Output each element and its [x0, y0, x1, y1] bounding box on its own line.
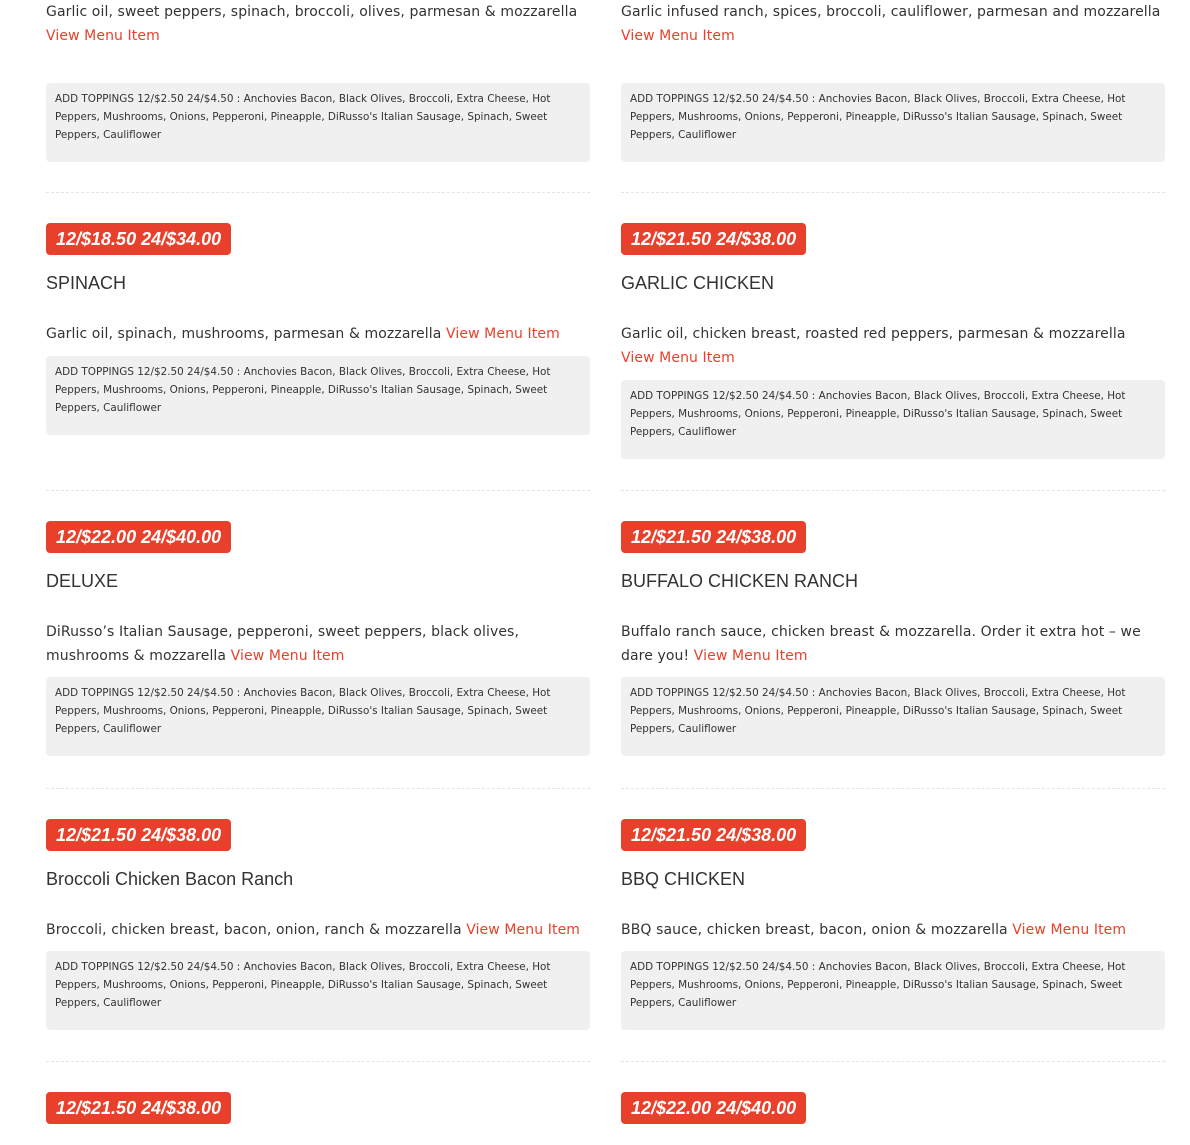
item-divider — [621, 192, 1165, 193]
add-toppings-box: ADD TOPPINGS 12/$2.50 24/$4.50 : Anchovies Bacon, Black Olives, Broccoli, Extra Cheese, Hot Peppers, Mushrooms, Onions, Pepperoni, Pineapple, DiRusso's Italian Sausage, Spinach, Sweet Peppers, Cauliflower — [621, 677, 1165, 756]
price-badge: 12/$21.50 24/$38.00 — [46, 1092, 231, 1124]
item-divider — [621, 490, 1165, 491]
price-badge: 12/$22.00 24/$40.00 — [46, 521, 231, 553]
description-text: Garlic infused ranch, spices, broccoli, cauliflower, parmesan and mozzarella — [621, 4, 1161, 20]
add-toppings-box: ADD TOPPINGS 12/$2.50 24/$4.50 : Anchovies Bacon, Black Olives, Broccoli, Extra Cheese, Hot Peppers, Mushrooms, Onions, Pepperoni, Pineapple, DiRusso's Italian Sausage, Spinach, Sweet Peppers, Cauliflower — [621, 380, 1165, 459]
description-text: Garlic oil, spinach, mushrooms, parmesan & mozzarella — [46, 326, 442, 342]
item-divider — [46, 192, 590, 193]
item-name: GARLIC CHICKEN — [621, 273, 775, 293]
item-description — [46, 0, 586, 48]
view-menu-item-link[interactable]: View Menu Item — [46, 28, 160, 44]
item-description — [46, 918, 586, 942]
item-divider — [46, 788, 590, 789]
add-toppings-box: ADD TOPPINGS 12/$2.50 24/$4.50 : Anchovies Bacon, Black Olives, Broccoli, Extra Cheese, Hot Peppers, Mushrooms, Onions, Pepperoni, Pineapple, DiRusso's Italian Sausage, Spinach, Sweet Peppers, Cauliflower — [46, 677, 590, 756]
view-menu-item-link[interactable]: View Menu Item — [621, 28, 735, 44]
item-name: BUFFALO CHICKEN RANCH — [621, 571, 859, 591]
item-description — [621, 0, 1161, 48]
add-toppings-box: ADD TOPPINGS 12/$2.50 24/$4.50 : Anchovies Bacon, Black Olives, Broccoli, Extra Cheese, Hot Peppers, Mushrooms, Onions, Pepperoni, Pineapple, DiRusso's Italian Sausage, Spinach, Sweet Peppers, Cauliflower — [46, 356, 590, 435]
add-toppings-box: ADD TOPPINGS 12/$2.50 24/$4.50 : Anchovies Bacon, Black Olives, Broccoli, Extra Cheese, Hot Peppers, Mushrooms, Onions, Pepperoni, Pineapple, DiRusso's Italian Sausage, Spinach, Sweet Peppers, Cauliflower — [46, 83, 590, 162]
price-badge: 12/$21.50 24/$38.00 — [621, 521, 806, 553]
item-description — [46, 322, 586, 346]
view-menu-item-link[interactable]: View Menu Item — [693, 648, 808, 664]
description-text: DiRusso’s Italian Sausage, pepperoni, sweet peppers, black olives, mushrooms & mozzarella — [46, 624, 519, 664]
item-name: BBQ CHICKEN — [621, 869, 746, 889]
view-menu-item-link[interactable]: View Menu Item — [1012, 922, 1127, 938]
price-badge: 12/$18.50 24/$34.00 — [46, 223, 231, 255]
view-menu-item-link[interactable]: View Menu Item — [466, 922, 581, 938]
item-description — [621, 322, 1161, 370]
item-divider — [46, 1061, 590, 1062]
item-divider — [621, 788, 1165, 789]
item-description — [46, 620, 586, 668]
item-name: Broccoli Chicken Bacon Ranch — [46, 869, 294, 889]
add-toppings-box: ADD TOPPINGS 12/$2.50 24/$4.50 : Anchovies Bacon, Black Olives, Broccoli, Extra Cheese, Hot Peppers, Mushrooms, Onions, Pepperoni, Pineapple, DiRusso's Italian Sausage, Spinach, Sweet Peppers, Cauliflower — [621, 951, 1165, 1030]
price-badge: 12/$21.50 24/$38.00 — [621, 819, 806, 851]
item-name: DELUXE — [46, 571, 119, 591]
price-badge: 12/$21.50 24/$38.00 — [46, 819, 231, 851]
add-toppings-box: ADD TOPPINGS 12/$2.50 24/$4.50 : Anchovies Bacon, Black Olives, Broccoli, Extra Cheese, Hot Peppers, Mushrooms, Onions, Pepperoni, Pineapple, DiRusso's Italian Sausage, Spinach, Sweet Peppers, Cauliflower — [621, 83, 1165, 162]
add-toppings-box: ADD TOPPINGS 12/$2.50 24/$4.50 : Anchovies Bacon, Black Olives, Broccoli, Extra Cheese, Hot Peppers, Mushrooms, Onions, Pepperoni, Pineapple, DiRusso's Italian Sausage, Spinach, Sweet Peppers, Cauliflower — [46, 951, 590, 1030]
price-badge: 12/$21.50 24/$38.00 — [621, 223, 806, 255]
item-description — [621, 918, 1161, 942]
description-text: Garlic oil, chicken breast, roasted red peppers, parmesan & mozzarella — [621, 326, 1126, 342]
view-menu-item-link[interactable]: View Menu Item — [446, 326, 560, 342]
description-text: BBQ sauce, chicken breast, bacon, onion & mozzarella — [621, 922, 1008, 938]
description-text: Broccoli, chicken breast, bacon, onion, ranch & mozzarella — [46, 922, 462, 938]
description-text: Buffalo ranch sauce, chicken breast & mozzarella. Order it extra hot – we dare you! — [621, 624, 1141, 664]
view-menu-item-link[interactable]: View Menu Item — [230, 648, 345, 664]
item-divider — [46, 490, 590, 491]
menu-item — [621, 1092, 1165, 1145]
price-badge: 12/$22.00 24/$40.00 — [621, 1092, 806, 1124]
view-menu-item-link[interactable]: View Menu Item — [621, 350, 735, 366]
item-divider — [621, 1061, 1165, 1062]
menu-item — [46, 1092, 590, 1145]
item-name: SPINACH — [46, 273, 127, 293]
item-description — [621, 620, 1161, 668]
description-text: Garlic oil, sweet peppers, spinach, broccoli, olives, parmesan & mozzarella — [46, 4, 578, 20]
